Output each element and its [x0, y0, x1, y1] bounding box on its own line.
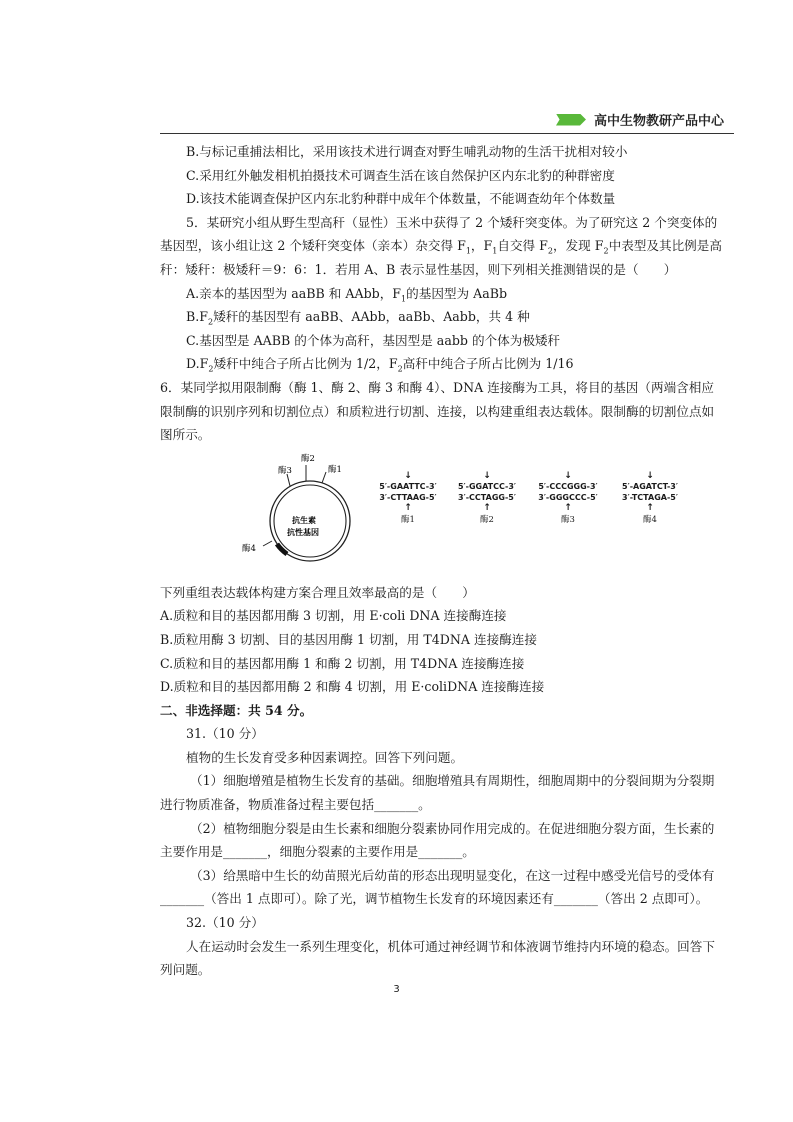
q4-option-d: D.该技术能调查保护区内东北豹种群中成年个体数量，不能调查幼年个体数量	[186, 191, 616, 207]
sequence-enzyme1: ↓ 5′-GAATTC-3′ 3′-CTTAAG-5′ ↑ 酶1	[370, 471, 446, 526]
sequence-enzyme3: ↓ 5′-CCCGGG-3′ 3′-GGGCCC-5′ ↑ 酶3	[530, 471, 606, 526]
q31-title: 31.（10 分）	[186, 726, 264, 742]
page-number: 3	[393, 984, 400, 995]
q5-option-a: A.亲本的基因型为 aaBB 和 AAbb，$F_1$的基因型为 AaBb	[186, 285, 508, 304]
sequence-enzyme2: ↓ 5′-GGATCC-3′ 3′-CCTAGG-5′ ↑ 酶2	[449, 471, 525, 526]
q5-stem-line3: 秆：矮秆：极矮秆＝9：6：1．若用 A、B 表示显性基因，则下列相关推测错误的是（ ）	[160, 261, 677, 277]
resistance-gene-segment	[277, 544, 287, 554]
q6-option-b: B.质粒用酶 3 切割、目的基因用酶 1 切割，用 T4DNA 连接酶连接	[160, 631, 537, 647]
q4-option-b: B.与标记重捕法相比，采用该技术进行调查对野生哺乳动物的生活干扰相对较小	[186, 144, 628, 159]
q32-title: 32.（10 分）	[186, 915, 264, 931]
q6-option-a: A.质粒和目的基因都用酶 3 切割，用 E·coli DNA 连接酶连接	[160, 608, 507, 624]
sequence-enzyme4: ↓ 5′-AGATCT-3′ 3′-TCTAGA-5′ ↑ 酶4	[612, 471, 688, 526]
cut-arrow-up-icon: ↑	[646, 502, 654, 513]
q31-part2-line1: （2）植物细胞分裂是由生长素和细胞分裂素协同作用完成的。在促进细胞分裂方面，生长素的	[190, 820, 715, 836]
header-brand	[556, 110, 724, 129]
cut-arrow-up-icon: ↑	[483, 502, 491, 513]
q6-option-d: D.质粒和目的基因都用酶 2 和酶 4 切割，用 E·coliDNA 连接酶连接	[160, 679, 545, 695]
page-content	[160, 140, 738, 982]
q5-stem-line2: 基因型，该小组让这 2 个矮秆突变体（亲本）杂交得 $F_1$，$F_1$自交得 $F_2$，发现 $F_2$中表型及其比例是高	[160, 238, 722, 256]
q4-option-c: C.采用红外触发相机拍摄技术可调查生活在该自然保护区内东北豹的种群密度	[186, 167, 615, 183]
label-enzyme3: 酶3	[278, 465, 292, 476]
page-header	[160, 108, 734, 134]
q31-part2-line2: 主要作用是_______，细胞分裂素的主要作用是_______。	[160, 844, 475, 860]
q6-stem-line2: 限制酶的识别序列和切割位点）和质粒进行切割、连接，以构建重组表达载体。限制酶的切割位点如	[160, 403, 715, 419]
restriction-enzyme-figure	[160, 451, 738, 579]
cut-arrow-down-icon: ↓	[404, 470, 412, 481]
q31-part3-line1: （3）给黑暗中生长的幼苗照光后幼苗的形态出现明显变化，在这一过程中感受光信号的受体有	[190, 867, 715, 883]
gene-label-line2: 抗性基因	[287, 527, 319, 537]
q31-intro: 植物的生长发育受多种因素调控。回答下列问题。	[186, 749, 464, 765]
q6-question: 下列重组表达载体构建方案合理且效率最高的是（ ）	[160, 584, 475, 600]
q32-intro-line2: 列问题。	[160, 962, 211, 978]
q5-option-c: C.基因型是 AABB 的个体为高秆，基因型是 aabb 的个体为极矮秆	[186, 332, 561, 348]
q6-stem-line3: 图所示。	[160, 427, 211, 443]
q5-option-b: $B.F_2$矮秆的基因型有 aaBB、AAbb，aaBb、Aabb，共 4 种	[186, 309, 530, 327]
header-rule	[160, 133, 734, 134]
label-enzyme4: 酶4	[242, 543, 256, 554]
cut-arrow-down-icon: ↓	[564, 470, 572, 481]
cut-arrow-down-icon: ↓	[646, 470, 654, 481]
gene-label-line1: 抗生素	[292, 515, 316, 525]
q31-part1-line1: （1）细胞增殖是植物生长发育的基础。细胞增殖具有周期性，细胞周期中的分裂间期为分裂期	[190, 773, 715, 789]
q5-stem-line1: 5．某研究小组从野生型高秆（显性）玉米中获得了 2 个矮秆突变体。为了研究这 2 个突变体的	[186, 214, 718, 230]
q6-option-c: C.质粒和目的基因都用酶 1 和酶 2 切割，用 T4DNA 连接酶连接	[160, 655, 525, 671]
q5-option-d: $D.F_2$矮秆中纯合子所占比例为 1/2，$F_2$高秆中纯合子所占比例为 1/16	[186, 356, 574, 374]
site-enzyme4-marker	[263, 541, 272, 546]
q31-part3-line2: _______（答出 1 点即可）。除了光，调节植物生长发育的环境因素还有_______（答出 2 点即可）。	[160, 891, 709, 907]
brand-text: 高中生物教研产品中心	[593, 114, 724, 129]
section-heading: 二、非选择题：共 54 分。	[160, 702, 313, 718]
q31-part1-line2: 进行物质准备，物质准备过程主要包括_______。	[160, 797, 431, 813]
q6-stem-line1: 6．某同学拟用限制酶（酶 1、酶 2、酶 3 和酶 4）、DNA 连接酶为工具，将目的基因（两端含相应	[160, 379, 714, 395]
cut-arrow-up-icon: ↑	[404, 502, 412, 513]
green-arrow-icon	[556, 114, 586, 126]
label-enzyme2: 酶2	[301, 453, 315, 464]
q32-intro-line1: 人在运动时会发生一系列生理变化，机体可通过神经调节和体液调节维持内环境的稳态。回答下	[186, 938, 715, 954]
label-enzyme1: 酶1	[328, 464, 342, 475]
site-enzyme1-marker	[322, 472, 326, 483]
cut-arrow-down-icon: ↓	[483, 470, 491, 481]
cut-arrow-up-icon: ↑	[564, 502, 572, 513]
